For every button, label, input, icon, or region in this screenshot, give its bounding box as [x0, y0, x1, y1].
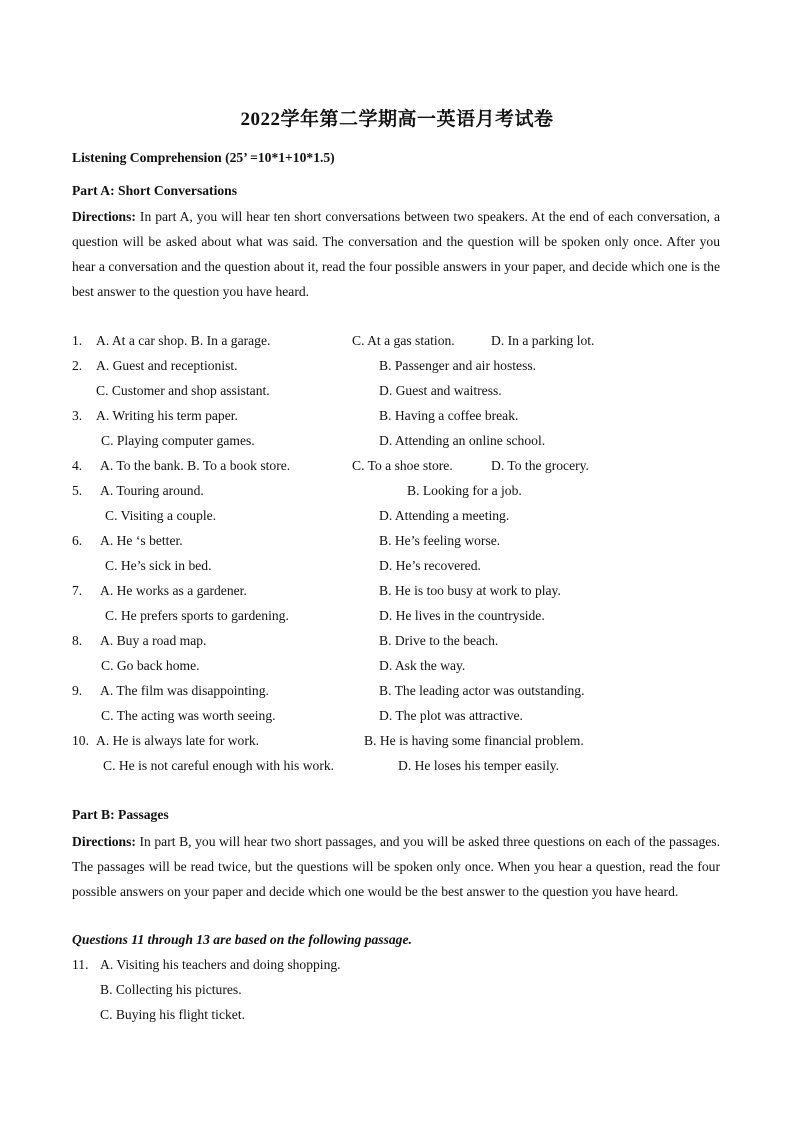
- question-2: [72, 358, 732, 383]
- option-c: C. Buying his flight ticket.: [100, 1007, 245, 1022]
- question-number: 9.: [72, 683, 83, 698]
- option-a: A. Buy a road map.: [100, 633, 207, 648]
- option-c: C. He’s sick in bed.: [105, 558, 212, 573]
- question-8: [72, 633, 732, 658]
- option-a: A. He is always late for work.: [96, 733, 260, 748]
- option-a-b: A. At a car shop. B. In a garage.: [96, 333, 271, 348]
- option-b: B. He is too busy at work to play.: [379, 583, 561, 598]
- option-c: C. Go back home.: [101, 658, 200, 673]
- option-b: B. The leading actor was outstanding.: [379, 683, 585, 698]
- question-5: [72, 483, 732, 508]
- question-1: [72, 333, 732, 358]
- question-number: 7.: [72, 583, 83, 598]
- question-9: [72, 683, 732, 708]
- option-c: C. Playing computer games.: [101, 433, 255, 448]
- option-d: D. Attending a meeting.: [379, 508, 510, 523]
- option-d: D. He lives in the countryside.: [379, 608, 545, 623]
- option-d: D. In a parking lot.: [491, 333, 595, 348]
- question-9-row-2: [72, 708, 732, 733]
- question-11: [72, 957, 732, 982]
- question-4: [72, 458, 732, 483]
- option-c: C. He prefers sports to gardening.: [105, 608, 289, 623]
- part-b-directions: [72, 829, 720, 904]
- option-b: B. Collecting his pictures.: [100, 982, 242, 997]
- question-6: [72, 533, 732, 558]
- passage-instruction: Questions 11 through 13 are based on the following passage.: [72, 932, 412, 947]
- question-number: 3.: [72, 408, 83, 423]
- part-a-directions: [72, 204, 720, 304]
- question-11-option-c: [72, 1007, 732, 1032]
- option-d: D. Attending an online school.: [379, 433, 546, 448]
- option-b: B. He’s feeling worse.: [379, 533, 501, 548]
- question-8-row-2: [72, 658, 732, 683]
- option-c: C. Customer and shop assistant.: [96, 383, 270, 398]
- question-number: 11.: [72, 957, 89, 972]
- part-b-heading: Part B: Passages: [72, 807, 169, 822]
- option-c: C. Visiting a couple.: [105, 508, 217, 523]
- option-c: C. To a shoe store.: [352, 458, 453, 473]
- option-a: A. Guest and receptionist.: [96, 358, 238, 373]
- directions-label: Directions:: [72, 209, 136, 224]
- question-number: 2.: [72, 358, 83, 373]
- question-10-row-2: [72, 758, 732, 783]
- option-a: A. Touring around.: [100, 483, 204, 498]
- option-a: A. Visiting his teachers and doing shopping.: [100, 957, 341, 972]
- question-11-option-b: [72, 982, 732, 1007]
- question-3: [72, 408, 732, 433]
- option-a: A. Writing his term paper.: [96, 408, 238, 423]
- option-d: D. Guest and waitress.: [379, 383, 502, 398]
- question-number: 8.: [72, 633, 83, 648]
- question-number: 5.: [72, 483, 83, 498]
- option-d: D. He loses his temper easily.: [398, 758, 560, 773]
- question-3-row-2: [72, 433, 732, 458]
- option-b: B. Looking for a job.: [407, 483, 522, 498]
- question-10: [72, 733, 732, 758]
- part-a-heading: Part A: Short Conversations: [72, 183, 238, 198]
- option-b: B. Having a coffee break.: [379, 408, 519, 423]
- option-d: D. He’s recovered.: [379, 558, 481, 573]
- question-5-row-2: [72, 508, 732, 533]
- option-b: B. Passenger and air hostess.: [379, 358, 537, 373]
- question-7-row-2: [72, 608, 732, 633]
- question-7: [72, 583, 732, 608]
- directions-text: In part B, you will hear two short passages, and you will be asked three questions on each of the passages. The passages will be read twice, but the questions will be spoken only once. When you hear a question, read the four possible answers on your paper and decide which one would be the best answer to the question you have heard.: [72, 834, 720, 899]
- directions-text: In part A, you will hear ten short conversations between two speakers. At the end of each conversation, a question will be asked about what was said. The conversation and the question will be spoken only once. After you hear a conversation and the question about it, read the four possible answers in your paper, and decide which one is the best answer to the question you have heard.: [72, 209, 720, 299]
- option-d: D. The plot was attractive.: [379, 708, 523, 723]
- question-number: 6.: [72, 533, 83, 548]
- option-c: C. At a gas station.: [352, 333, 455, 348]
- option-b: B. Drive to the beach.: [379, 633, 499, 648]
- directions-label: Directions:: [72, 834, 136, 849]
- option-c: C. The acting was worth seeing.: [101, 708, 276, 723]
- question-number: 10.: [72, 733, 89, 748]
- exam-title: 2022学年第二学期高一英语月考试卷: [240, 109, 554, 130]
- option-a: A. The film was disappointing.: [100, 683, 269, 698]
- question-6-row-2: [72, 558, 732, 583]
- option-a: A. He ‘s better.: [100, 533, 183, 548]
- option-a-b: A. To the bank. B. To a book store.: [100, 458, 291, 473]
- option-d: D. Ask the way.: [379, 658, 466, 673]
- option-a: A. He works as a gardener.: [100, 583, 247, 598]
- option-b: B. He is having some financial problem.: [364, 733, 584, 748]
- option-c: C. He is not careful enough with his work.: [103, 758, 335, 773]
- question-number: 4.: [72, 458, 83, 473]
- question-number: 1.: [72, 333, 83, 348]
- section-heading: Listening Comprehension (25’ =10*1+10*1.5): [72, 150, 335, 165]
- question-2-row-2: [72, 383, 732, 408]
- option-d: D. To the grocery.: [491, 458, 589, 473]
